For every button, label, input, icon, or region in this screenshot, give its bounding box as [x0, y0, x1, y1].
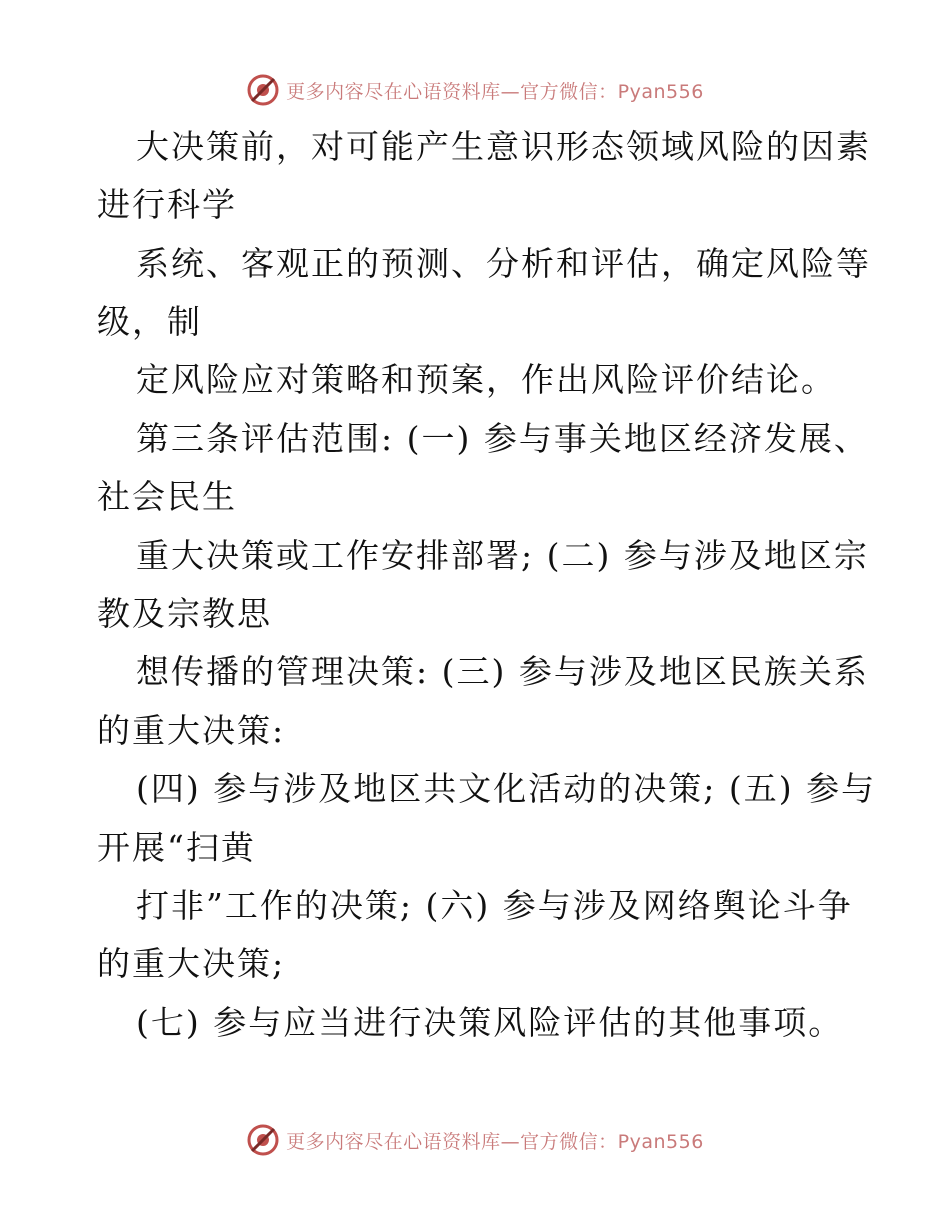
body-line: 定风险应对策略和预案，作出风险评价结论。 [136, 360, 836, 399]
body-line: 打非”工作的决策; (六) 参与涉及网络舆论斗争 [136, 886, 853, 925]
body-line: 第三条评估范围: (一) 参与事关地区经济发展、 [136, 419, 869, 458]
header-banner-text: 更多内容尽在心语资料库—官方微信：Pyan556 [286, 80, 704, 103]
body-line: (七) 参与应当进行决策风险评估的其他事项。 [136, 1003, 844, 1042]
body-line: 开展“扫黄 [97, 828, 256, 867]
body-line: 想传播的管理决策: (三) 参与涉及地区民族关系 [136, 652, 869, 691]
red-seal-logo-icon [246, 73, 280, 107]
footer-banner-text: 更多内容尽在心语资料库—官方微信：Pyan556 [286, 1130, 704, 1153]
body-line: 大决策前，对可能产生意识形态领域风险的因素 [136, 127, 871, 166]
body-line: 的重大决策; [97, 944, 286, 983]
body-line: (四) 参与涉及地区共文化活动的决策; (五) 参与 [136, 769, 877, 808]
header-banner [0, 70, 950, 110]
footer-banner [0, 1120, 950, 1160]
body-line: 系统、客观正的预测、分析和评估，确定风险等 [136, 244, 871, 283]
body-line: 级，制 [97, 302, 202, 341]
body-line: 重大决策或工作安排部署; (二) 参与涉及地区宗 [136, 536, 869, 575]
body-line: 社会民生 [97, 477, 237, 516]
body-line: 教及宗教思 [97, 594, 272, 633]
red-seal-logo-icon [246, 1123, 280, 1157]
body-line: 的重大决策: [97, 711, 286, 750]
body-line: 进行科学 [97, 185, 237, 224]
